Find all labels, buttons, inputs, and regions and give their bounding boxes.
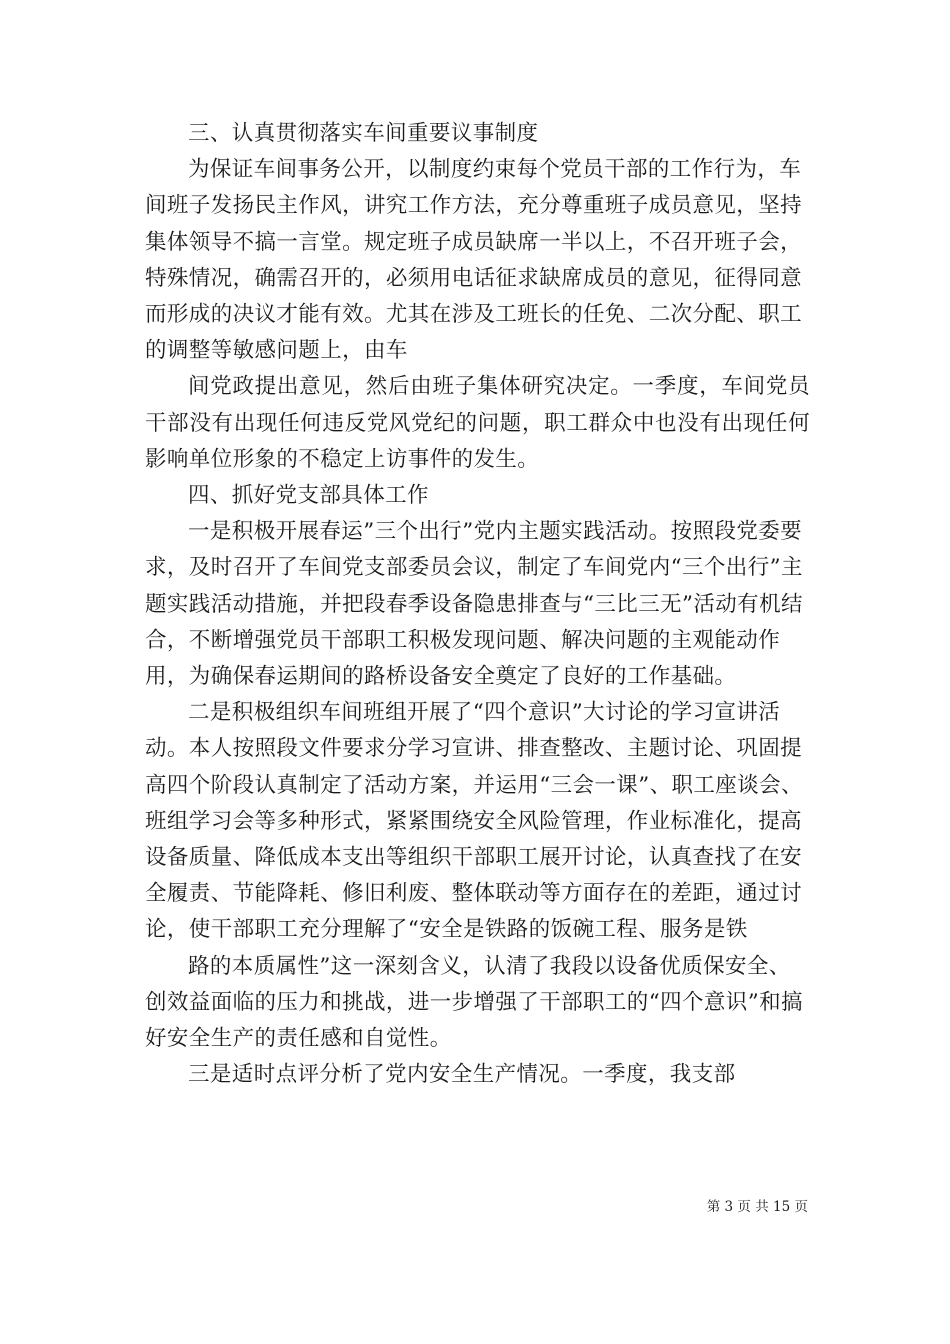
paragraph-safety-review: 三是适时点评分析了党内安全生产情况。一季度，我支部 [188, 1062, 736, 1088]
page-number-footer: 第 3 页 共 15 页 [706, 1199, 808, 1215]
paragraph-four-awareness-continued: 路的本质属性”这一深刻含义，认清了我段以设备优质保安全、创效益面临的压力和挑战，进一步增强了干部职工的“四个意识”和搞好安全生产的责任感和自觉性。 [145, 953, 803, 1052]
paragraph-spring-travel-activity: 一是积极开展春运”三个出行”党内主题实践活动。按照段党委要求，及时召开了车间党支部委员会议，制定了车间党内“三个出行”主题实践活动措施，并把段春季设备隐患排查与“三比三无”活动有机结合，不断增强党员干部职工积极发现问题、解决问题的主观能动作用，为确保春运期间的路桥设备安全奠定了良好的工作基础。 [145, 519, 803, 690]
paragraph-four-awareness-discussion: 二是积极组织车间班组开展了“四个意识”大讨论的学习宣讲活动。本人按照段文件要求分学习宣讲、排查整改、主题讨论、巩固提高四个阶段认真制定了活动方案，并运用“三会一课”、职工座谈会、班组学习会等多种形式，紧紧围绕安全风险管理，作业标准化，提高设备质量、降低成本支出等组织干部职工展开讨论，认真查找了在安全履责、节能降耗、修旧利废、整体联动等方面存在的差距，通过讨论，使干部职工充分理解了“安全是铁路的饭碗工程、服务是铁 [145, 700, 803, 943]
section-heading-4: 四、抓好党支部具体工作 [188, 483, 429, 509]
paragraph-meeting-rules-continued: 间党政提出意见，然后由班子集体研究决定。一季度，车间党员干部没有出现任何违反党风党纪的问题，职工群众中也没有出现任何影响单位形象的不稳定上访事件的发生。 [145, 374, 810, 472]
paragraph-meeting-rules: 为保证车间事务公开，以制度约束每个党员干部的工作行为，车间班子发扬民主作风，讲究工作方法，充分尊重班子成员意见，坚持集体领导不搞一言堂。规定班子成员缺席一半以上，不召开班子会，特殊情况，确需召开的，必须用电话征求缺席成员的意见，征得同意而形成的决议才能有效。尤其在涉及工班长的任免、二次分配、职工的调整等敏感问题上，由车 [145, 157, 803, 364]
section-heading-3: 三、认真贯彻落实车间重要议事制度 [188, 121, 539, 146]
document-body [145, 116, 810, 1093]
